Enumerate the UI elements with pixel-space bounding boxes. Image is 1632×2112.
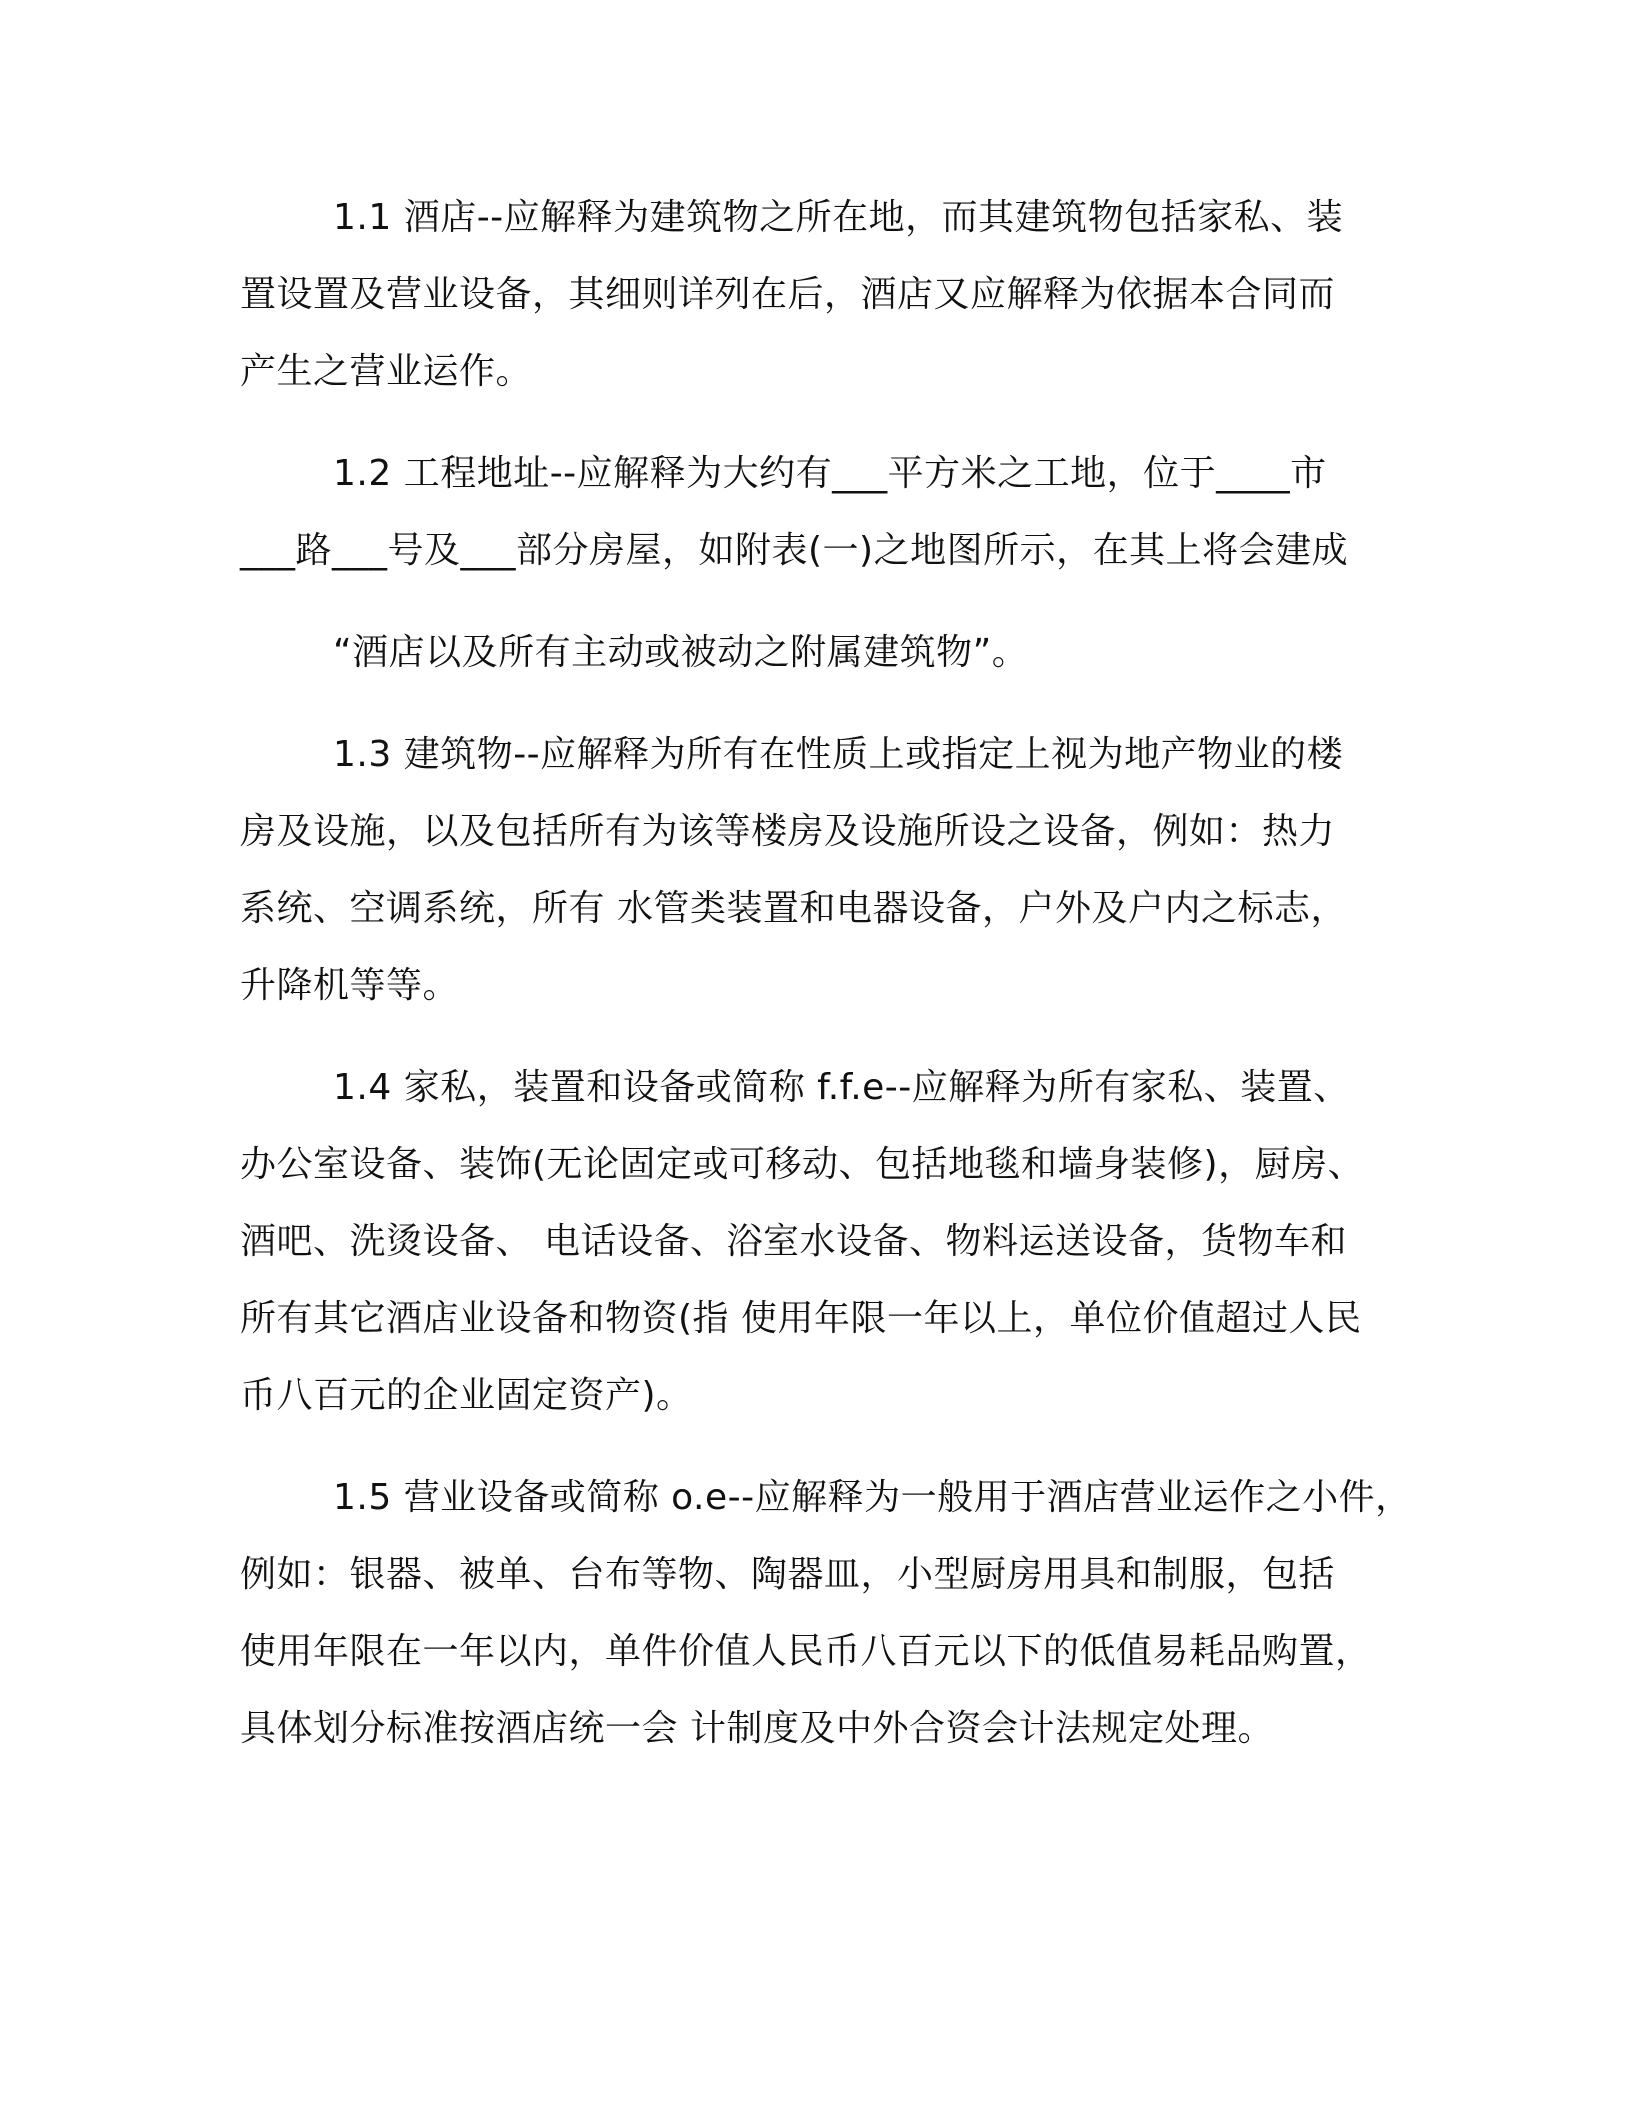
section-1-4-line-4: 所有其它酒店业设备和物资(指 使用年限一年以上，单位价值超过人民 [240,1298,1362,1339]
section-1-5-line-3: 使用年限在一年以内，单件价值人民币八百元以下的低值易耗品购置， [240,1631,1372,1672]
section-1-2-line-1: 1.2 工程地址--应解释为大约有___平方米之工地，位于____市 [333,453,1327,494]
section-1-3-line-3: 系统、空调系统，所有 水管类装置和电器设备，户外及户内之标志， [240,888,1347,929]
section-1-1-line-3: 产生之营业运作。 [240,351,533,392]
section-1-3-line-4: 升降机等等。 [240,965,460,1006]
section-1-4-line-5: 币八百元的企业固定资产)。 [240,1375,693,1416]
section-1-2-line-2: ___路___号及___部分房屋，如附表(一)之地图所示，在其上将会建成 [240,530,1349,571]
section-1-4-line-2: 办公室设备、装饰(无论固定或可移动、包括地毯和墙身装修)，厨房、 [240,1144,1365,1185]
section-1-5-line-2: 例如：银器、被单、台布等物、陶器皿，小型厨房用具和制服，包括 [240,1554,1336,1595]
section-1-3-line-2: 房及设施，以及包括所有为该等楼房及设施所设之设备，例如：热力 [240,811,1336,852]
section-1-2-line-3: “酒店以及所有主动或被动之附属建筑物”。 [333,632,1029,673]
section-1-1-line-2: 置设置及营业设备，其细则详列在后，酒店又应解释为依据本合同而 [240,274,1336,315]
section-1-5-line-1: 1.5 营业设备或简称 o.e--应解释为一般用于酒店营业运作之小件， [333,1477,1412,1518]
section-1-4-line-3: 酒吧、洗烫设备、 电话设备、浴室水设备、物料运送设备，货物车和 [240,1221,1347,1262]
section-1-1-line-1: 1.1 酒店--应解释为建筑物之所在地，而其建筑物包括家私、装 [333,197,1344,238]
section-1-5-line-4: 具体划分标准按酒店统一会 计制度及中外合资会计法规定处理。 [240,1708,1274,1749]
section-1-3-line-1: 1.3 建筑物--应解释为所有在性质上或指定上视为地产物业的楼 [333,734,1344,775]
section-1-4-line-1: 1.4 家私，装置和设备或简称 f.f.e--应解释为所有家私、装置、 [333,1067,1350,1108]
